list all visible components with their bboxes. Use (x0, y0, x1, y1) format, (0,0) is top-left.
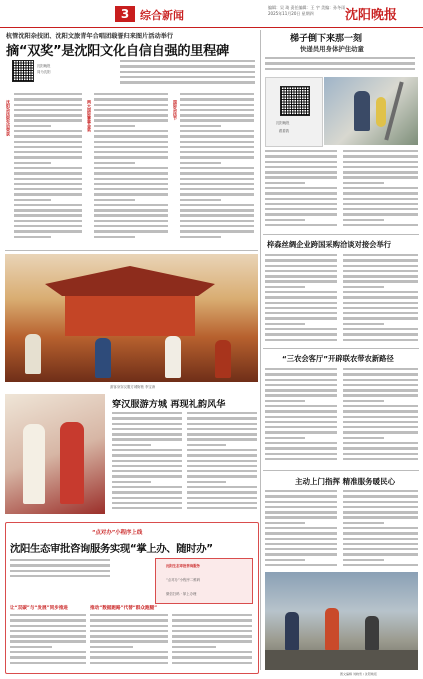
divider (263, 234, 419, 235)
divider (263, 470, 419, 471)
story6-body-col2 (343, 490, 418, 570)
story1-body-col2 (94, 93, 168, 245)
story5-headline: “三农会客厅”开辟联农带农新路径 (282, 354, 394, 363)
footer-note: 图文编辑 刘晓雪 / 沈阳晚报 (340, 672, 377, 676)
story7-body-col2 (90, 614, 168, 668)
story1-side-label-left: 沈阳杂技院先后荣获 (6, 100, 11, 136)
story2-body-col1 (265, 150, 337, 230)
story4-body-col1 (265, 254, 337, 344)
person-figure (23, 424, 45, 504)
story4-body-col2 (343, 254, 418, 344)
person-figure (60, 422, 84, 504)
story2-photo (324, 77, 418, 145)
page-number: 3 (115, 6, 135, 22)
story7-lead (10, 559, 110, 581)
person-figure (165, 336, 181, 378)
story3-photo-caption: 游客身穿汉服方城街巷 李宝涛 (110, 385, 156, 389)
story5-body-col2 (343, 368, 418, 466)
story2-lead (265, 57, 415, 75)
editor-line: 编辑：吴 琦 责任编辑：王 宇 美编：孙冬雨 (268, 5, 346, 10)
person-figure (365, 616, 379, 650)
person-figure (25, 334, 41, 374)
story6-photo (265, 572, 418, 670)
story7-box-line3: 微信扫码 · 掌上办理 (166, 592, 197, 596)
person-figure (325, 608, 339, 650)
story7-subhead-2: 推动“数据跑路”代替“群众跑腿” (90, 606, 158, 611)
person-figure (95, 338, 111, 378)
story7-headline: 沈阳生态审批咨询服务实现“掌上办、随时办” (10, 543, 213, 555)
story3-body-col2 (187, 412, 257, 516)
story2-subtitle: 快递员用身体护住幼童 (300, 45, 364, 53)
tower-roof (45, 266, 215, 296)
story1-headline: 摘“双奖”是沈阳文化自信自强的里程碑 (6, 44, 229, 59)
qr-label-1: 沈阳晚报 (276, 121, 290, 125)
qr-code-icon[interactable] (12, 60, 34, 82)
story3-photo (5, 254, 258, 382)
qr-label-2: 跟着我 (279, 129, 290, 133)
story1-body-col1 (14, 93, 82, 245)
story7-kicker: “点对办”小程序上线 (92, 530, 143, 536)
story1-lead (120, 60, 255, 88)
story7-box-line1: 沈阳生态审批咨询服务 (166, 564, 200, 568)
story6-headline: 主动上门指挥 精准服务暖民心 (295, 477, 396, 486)
story1-body-col3 (180, 93, 254, 245)
story5-body-col1 (265, 368, 337, 466)
newspaper-logo: 沈阳晚报 (345, 8, 398, 23)
column-divider (260, 30, 261, 670)
story2-body-col2 (343, 150, 418, 230)
story7-body-col1 (10, 614, 86, 668)
story3-headline: 穿汉服游方城 再现礼韵风华 (112, 399, 226, 410)
person-figure (285, 612, 299, 650)
story3-body-col1 (112, 412, 182, 516)
qr-code-icon[interactable] (280, 86, 310, 116)
date-line: 2025年11月20日 星期四 (268, 11, 314, 16)
story7-subhead-1: 让“双碳”与“发展”同步推进 (10, 606, 69, 611)
story1-deck-1: 沈阳晚报 (37, 64, 51, 68)
story7-box-line2: “点对办”小程序二维码 (166, 578, 201, 582)
story2-headline: 梯子倒下来那一刻 (290, 34, 363, 44)
story2-qr-panel (265, 77, 323, 147)
header-meta (268, 5, 345, 17)
divider (5, 250, 258, 251)
story1-side-label-right: 国际杂技节 (173, 100, 178, 120)
story7-info-box (155, 558, 253, 604)
story7-body-col3 (172, 614, 252, 668)
ladder-shape (384, 82, 403, 141)
child-figure (376, 97, 386, 127)
story1-kicker: 杭管沈阳杂技团、沈阳文旅青年合唱团载誉归来图片活动举行 (6, 33, 174, 40)
person-figure (354, 91, 370, 131)
section-title: 综合新闻 (140, 9, 184, 22)
story1-deck-2: 同为沈阳 (37, 70, 51, 74)
divider (263, 348, 419, 349)
story4-headline: 梓森丝绸企业跨国采购洽谈对接会举行 (267, 240, 392, 249)
page-header (0, 0, 423, 28)
person-figure (215, 340, 231, 378)
road-shape (265, 650, 418, 670)
tower-body (65, 296, 195, 336)
story3-photo-small (5, 394, 105, 514)
story6-body-col1 (265, 490, 337, 570)
story1-side-label-mid: 两大国际赛事金奖 (87, 100, 92, 132)
